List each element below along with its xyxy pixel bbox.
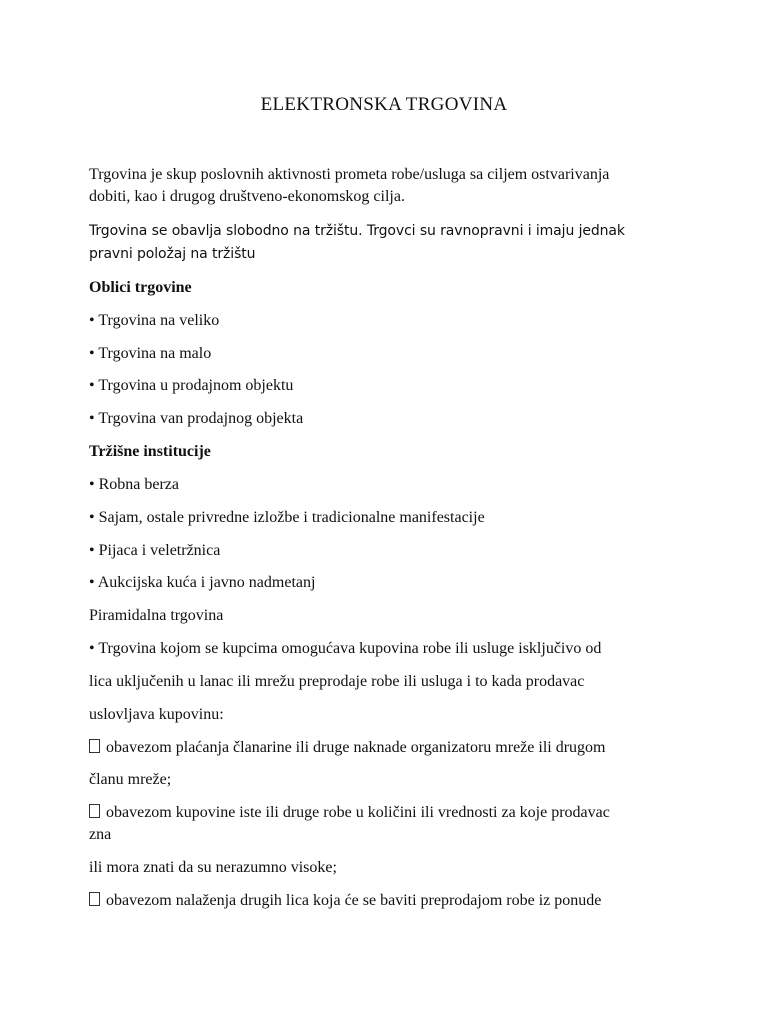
- forms-item: • Trgovina na malo: [89, 345, 212, 362]
- intro-line-2: dobiti, kao i drugog društveno-ekonomskog cilja.: [89, 188, 405, 205]
- condition-2-text: obavezom kupovine iste ili druge robe u količini ili vrednosti za koje prodavac: [106, 804, 610, 821]
- institutions-item: • Pijaca i veletržnica: [89, 542, 221, 559]
- forms-heading: Oblici trgovine: [89, 279, 192, 296]
- condition-1-text: obavezom plaćanja članarine ili druge naknade organizatoru mreže ili drugom: [106, 739, 606, 756]
- checkbox-glyph-icon: [89, 804, 100, 818]
- institutions-item: • Sajam, ostale privredne izložbe i tradicionalne manifestacije: [89, 509, 485, 526]
- checkbox-glyph-icon: [89, 892, 100, 906]
- page-title: ELEKTRONSKA TRGOVINA: [260, 94, 508, 115]
- condition-1-line-1: [89, 737, 606, 759]
- condition-2-line-1: [89, 802, 610, 824]
- pyramid-heading: Piramidalna trgovina: [89, 607, 224, 624]
- forms-item: • Trgovina van prodajnog objekta: [89, 410, 304, 427]
- forms-item: • Trgovina u prodajnom objektu: [89, 377, 294, 394]
- condition-2-line-3: ili mora znati da su nerazumno visoke;: [89, 859, 337, 876]
- condition-2-line-2: zna: [89, 826, 112, 843]
- pyramid-definition-line-2: lica uključenih u lanac ili mrežu preprodaje robe ili usluga i to kada prodavac: [89, 673, 585, 690]
- checkbox-glyph-icon: [89, 739, 100, 753]
- institutions-item: • Robna berza: [89, 476, 180, 493]
- free-trade-line-1: Trgovina se obavlja slobodno na tržištu. Trgovci su ravnopravni i imaju jednak: [89, 223, 625, 239]
- pyramid-definition-line-1: • Trgovina kojom se kupcima omogućava kupovina robe ili usluge isključivo od: [89, 640, 602, 657]
- free-trade-line-2: pravni položaj na tržištu: [89, 246, 256, 262]
- institutions-item: • Aukcijska kuća i javno nadmetanj: [89, 574, 316, 591]
- pyramid-definition-line-3: uslovljava kupovinu:: [89, 706, 224, 723]
- forms-item: • Trgovina na veliko: [89, 312, 220, 329]
- condition-1-line-2: članu mreže;: [89, 771, 172, 788]
- institutions-heading: Tržišne institucije: [89, 443, 211, 460]
- condition-3-line-1: [89, 890, 601, 912]
- intro-line-1: Trgovina je skup poslovnih aktivnosti prometa robe/usluga sa ciljem ostvarivanja: [89, 166, 610, 183]
- condition-3-text: obavezom nalaženja drugih lica koja će se baviti preprodajom robe iz ponude: [106, 892, 602, 909]
